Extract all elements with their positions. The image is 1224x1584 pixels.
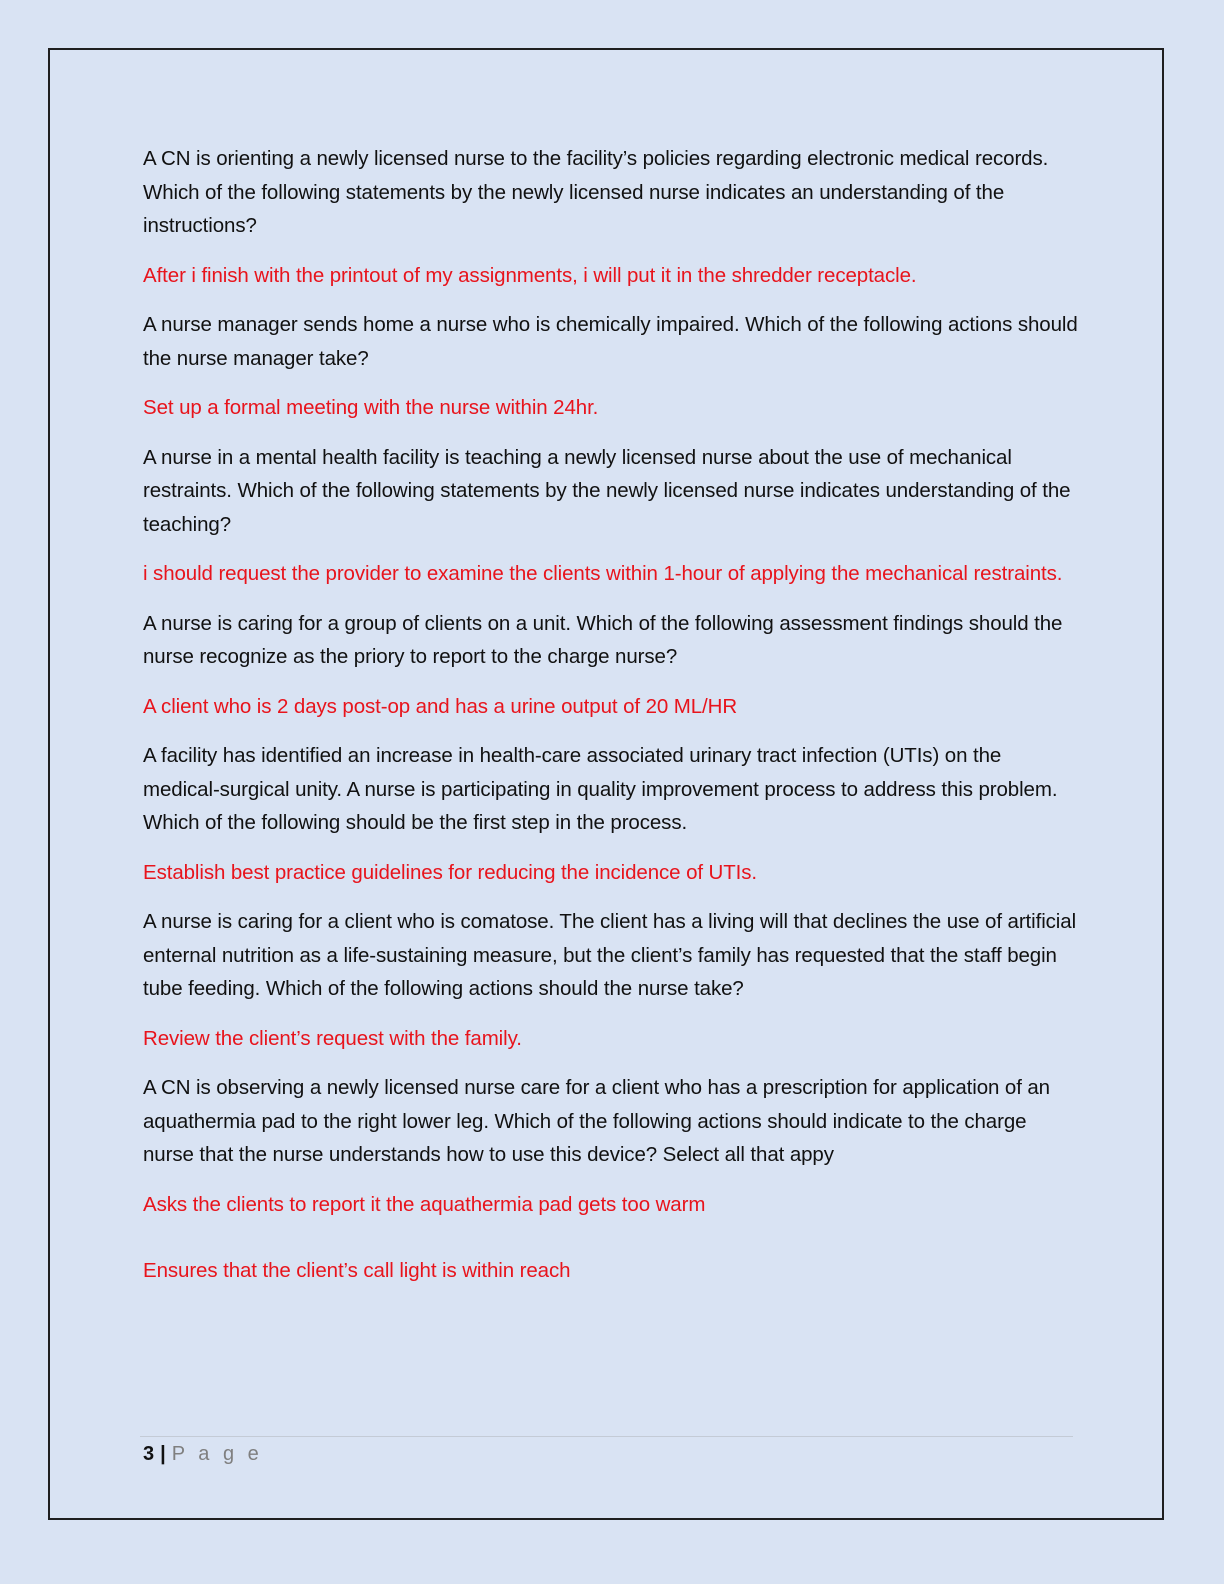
answer-2: Set up a formal meeting with the nurse within 24hr.	[143, 396, 599, 419]
answer-7a: Asks the clients to report it the aquathermia pad gets too warm	[143, 1192, 706, 1216]
answer-4: A client who is 2 days post-op and has a urine output of 20 ML/HR	[143, 694, 738, 718]
question-2: A nurse manager sends home a nurse who is chemically impaired. Which of the following actions should the nurse manager take?	[143, 313, 1078, 370]
question-5: A facility has identified an increase in health-care associated urinary tract infection (UTIs) on the medical-surgical unity. A nurse is participating in quality improvement process to address this problem. Which of the following should be the first step in the process.	[143, 744, 1058, 834]
question-4: A nurse is caring for a group of clients on a unit. Which of the following assessment findings should the nurse recognize as the priory to report to the charge nurse?	[143, 611, 1063, 668]
question-3: A nurse in a mental health facility is teaching a newly licensed nurse about the use of mechanical restraints. Which of the following statements by the newly licensed nurse indicates understanding of the teaching?	[143, 445, 1071, 536]
document-body	[143, 142, 1078, 1304]
answer-3: i should request the provider to examine the clients within 1-hour of applying the mechanical restraints.	[143, 562, 1063, 585]
answer-1: After i finish with the printout of my assignments, i will put it in the shredder receptacle.	[143, 263, 917, 287]
answer-5: Establish best practice guidelines for reducing the incidence of UTIs.	[143, 860, 758, 884]
page-label: P a g e	[171, 1443, 263, 1465]
page-footer	[143, 1440, 263, 1468]
question-1: A CN is orienting a newly licensed nurse to the facility’s policies regarding electronic medical records. Which of the following statements by the newly licensed nurse indicates an understanding of the instructions?	[143, 147, 1049, 237]
answer-6: Review the client’s request with the family.	[143, 1026, 522, 1050]
answer-7b: Ensures that the client’s call light is within reach	[143, 1259, 571, 1282]
page-number: 3	[143, 1443, 155, 1465]
footer-divider	[140, 1436, 1073, 1437]
footer-separator: |	[160, 1443, 166, 1465]
question-6: A nurse is caring for a client who is comatose. The client has a living will that declines the use of artificial enternal nutrition as a life-sustaining measure, but the client’s family has requested that the staff begin tube feeding. Which of the following actions should the nurse take?	[143, 910, 1077, 1000]
question-7: A CN is observing a newly licensed nurse care for a client who has a prescription for application of an aquathermia pad to the right lower leg. Which of the following actions should indicate to the charge nurse that the nurse understands how to use this device? Select all that appy	[143, 1076, 1050, 1166]
